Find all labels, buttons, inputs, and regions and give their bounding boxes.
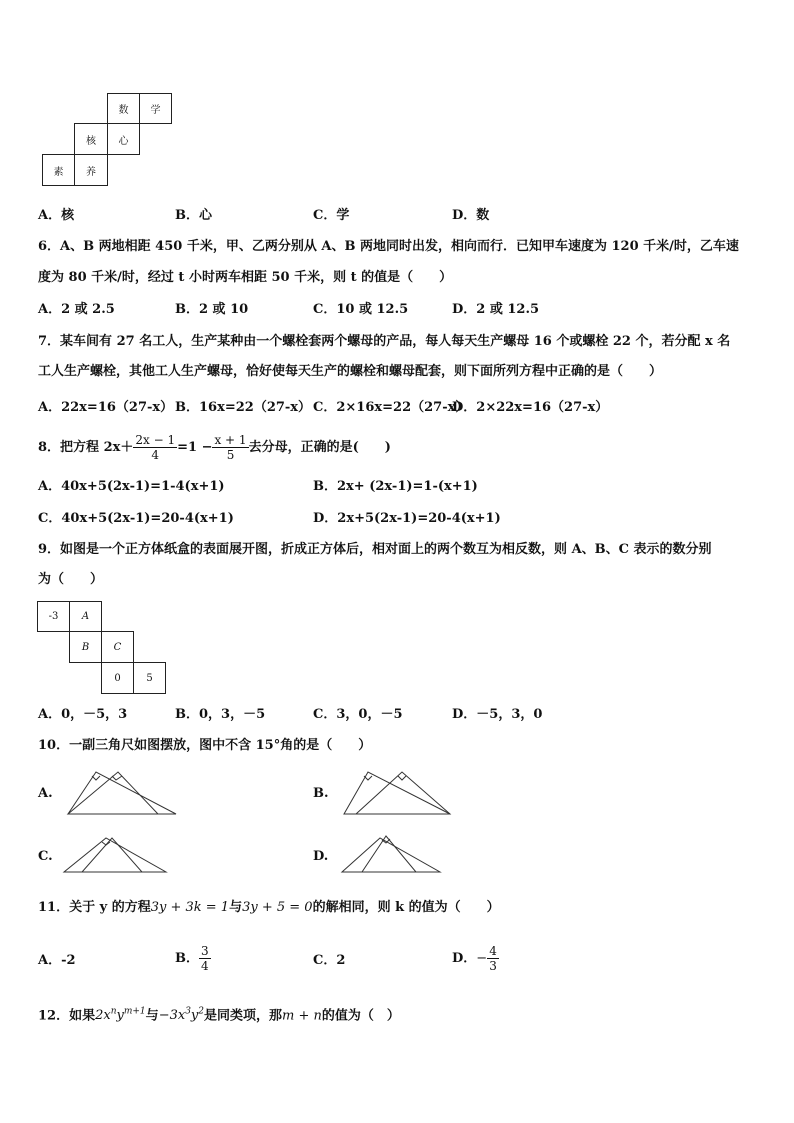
net-cell: -3 xyxy=(37,601,70,632)
q6-option-a[interactable]: A．2 或 2.5 xyxy=(38,302,115,317)
q12-mid: 与 xyxy=(145,1008,159,1024)
q8-fraction-2 xyxy=(212,433,248,462)
net-cell: 素 xyxy=(42,154,75,186)
q9-option-c[interactable]: C．3，0，－5 xyxy=(313,707,403,722)
term-base: y xyxy=(190,1008,199,1024)
q7-option-a[interactable]: A．22x=16（27-x） xyxy=(38,400,174,415)
q12-term-1 xyxy=(95,1008,146,1023)
fraction-numerator: 2x − 1 xyxy=(135,433,176,447)
q5-option-d[interactable]: D．数 xyxy=(452,208,490,223)
fraction-denominator: 4 xyxy=(151,448,160,462)
q6-stem-line2: 度为 80 千米/时，经过 t 小时两车相距 50 千米，则 t 的值是（ ） xyxy=(38,270,453,285)
q10-option-a-label[interactable]: A. xyxy=(38,786,53,801)
fraction-numerator: x + 1 xyxy=(214,433,247,447)
net-cell: 心 xyxy=(107,123,140,155)
fraction-denominator: 5 xyxy=(226,448,235,462)
q10-figure-a xyxy=(62,766,182,818)
q10-option-b-label[interactable]: B. xyxy=(313,786,329,801)
q7-stem-line1: 7．某车间有 27 名工人，生产某种由一个螺栓套两个螺母的产品，每人每天生产螺母 16 个或螺栓 22 个，若分配 x 名 xyxy=(38,334,731,349)
term-base: −3x xyxy=(158,1008,186,1024)
q11-option-b-fraction xyxy=(199,944,211,973)
q6-option-b[interactable]: B．2 或 10 xyxy=(175,302,249,317)
q11-equation-1: 3y + 3k = 1 xyxy=(150,900,230,915)
q11-prefix: 11．关于 y 的方程 xyxy=(38,900,151,915)
q7-option-d[interactable]: D．2×22x=16（27-x） xyxy=(452,400,609,415)
q11-stem xyxy=(38,899,500,917)
q8-stem xyxy=(38,430,391,466)
q7-stem-line2: 工人生产螺栓，其他工人生产螺母，恰好使每天生产的螺栓和螺母配套，则下面所列方程中正确的是（ ） xyxy=(38,364,663,379)
q9-stem-line1: 9．如图是一个正方体纸盒的表面展开图，折成正方体后，相对面上的两个数互为相反数，则 A、B、C 表示的数分别 xyxy=(38,542,712,557)
option-label: D． xyxy=(452,951,477,966)
q8-option-d[interactable]: D．2x+5(2x-1)=20-4(x+1) xyxy=(313,511,501,526)
q5-option-c[interactable]: C．学 xyxy=(313,208,350,223)
term-exponent: 2 xyxy=(198,1007,205,1017)
q9-stem-line2: 为（ ） xyxy=(38,572,104,587)
q11-option-d[interactable] xyxy=(452,940,499,978)
net-cell: 5 xyxy=(133,662,166,694)
net-cell: 数 xyxy=(107,93,140,124)
q12-prefix: 12．如果 xyxy=(38,1008,96,1024)
term-base: 2x xyxy=(95,1008,111,1024)
q12-stem xyxy=(38,1003,400,1025)
q10-option-c-label[interactable]: C. xyxy=(38,849,53,864)
fraction-numerator: 3 xyxy=(201,944,209,958)
q6-stem-line1: 6．A、B 两地相距 450 千米，甲、乙两分别从 A、B 两地同时出发，相向而行．已知甲车速度为 120 千米/时，乙车速 xyxy=(38,239,739,254)
net-cell: A xyxy=(69,601,102,632)
q7-option-c[interactable]: C．2×16x=22（27-x） xyxy=(313,400,469,415)
q10-stem: 10．一副三角尺如图摆放，图中不含 15°角的是（ ） xyxy=(38,738,372,753)
q12-suffix: 的值为（ ） xyxy=(321,1008,400,1024)
q10-figure-b xyxy=(338,766,458,818)
q8-option-b[interactable]: B．2x+ (2x-1)=1-(x+1) xyxy=(313,479,478,494)
net-cell: 0 xyxy=(101,662,134,694)
q9-option-d[interactable]: D．－5，3，0 xyxy=(452,707,543,722)
q10-figure-d xyxy=(340,832,446,876)
term-exponent: n xyxy=(110,1007,117,1017)
q10-option-d-label[interactable]: D. xyxy=(313,849,329,864)
q12-expression: m + n xyxy=(282,1008,322,1024)
q8-suffix: 去分母，正确的是( ) xyxy=(248,440,391,455)
q7-option-b[interactable]: B．16x=22（27-x） xyxy=(175,400,312,415)
q11-option-b[interactable] xyxy=(175,940,211,978)
q8-option-c[interactable]: C．40x+5(2x-1)=20-4(x+1) xyxy=(38,511,234,526)
q11-mid: 与 xyxy=(229,900,243,915)
q11-suffix: 的解相同，则 k 的值为（ ） xyxy=(312,900,500,915)
q5-option-b[interactable]: B．心 xyxy=(175,208,212,223)
q8-prefix: 8．把方程 2x＋ xyxy=(38,440,134,455)
q11-option-c[interactable]: C．2 xyxy=(313,953,346,968)
fraction-denominator: 4 xyxy=(201,959,209,973)
term-base: y xyxy=(116,1008,124,1024)
q8-mid: =1 − xyxy=(177,440,213,455)
fraction-numerator: 4 xyxy=(489,944,497,958)
term-exponent: 3 xyxy=(185,1007,191,1017)
q6-option-d[interactable]: D．2 或 12.5 xyxy=(452,302,540,317)
q9-option-b[interactable]: B．0，3，－5 xyxy=(175,707,266,722)
fraction-denominator: 3 xyxy=(489,959,497,973)
net-cell: B xyxy=(69,631,102,663)
q5-option-a[interactable]: A．核 xyxy=(38,208,75,223)
q10-figure-c xyxy=(62,834,172,876)
q6-option-c[interactable]: C．10 或 12.5 xyxy=(313,302,409,317)
net-cell: 核 xyxy=(74,123,108,155)
q11-option-a[interactable]: A．-2 xyxy=(38,953,76,968)
net-cell: 养 xyxy=(74,154,108,186)
q12-term-2 xyxy=(159,1008,204,1023)
option-label: B． xyxy=(175,951,199,966)
term-exponent: m+1 xyxy=(123,1007,146,1017)
q8-fraction-1 xyxy=(133,433,177,462)
net-cell: 学 xyxy=(139,93,172,124)
q11-equation-2: 3y + 5 = 0 xyxy=(242,900,313,915)
q8-option-a[interactable]: A．40x+5(2x-1)=1-4(x+1) xyxy=(38,479,225,494)
q9-option-a[interactable]: A．0，－5，3 xyxy=(38,707,128,722)
net-cell: C xyxy=(101,631,134,663)
q11-option-d-fraction xyxy=(487,944,499,973)
minus-sign: − xyxy=(476,951,488,966)
q12-mid2: 是同类项，那 xyxy=(204,1008,283,1024)
